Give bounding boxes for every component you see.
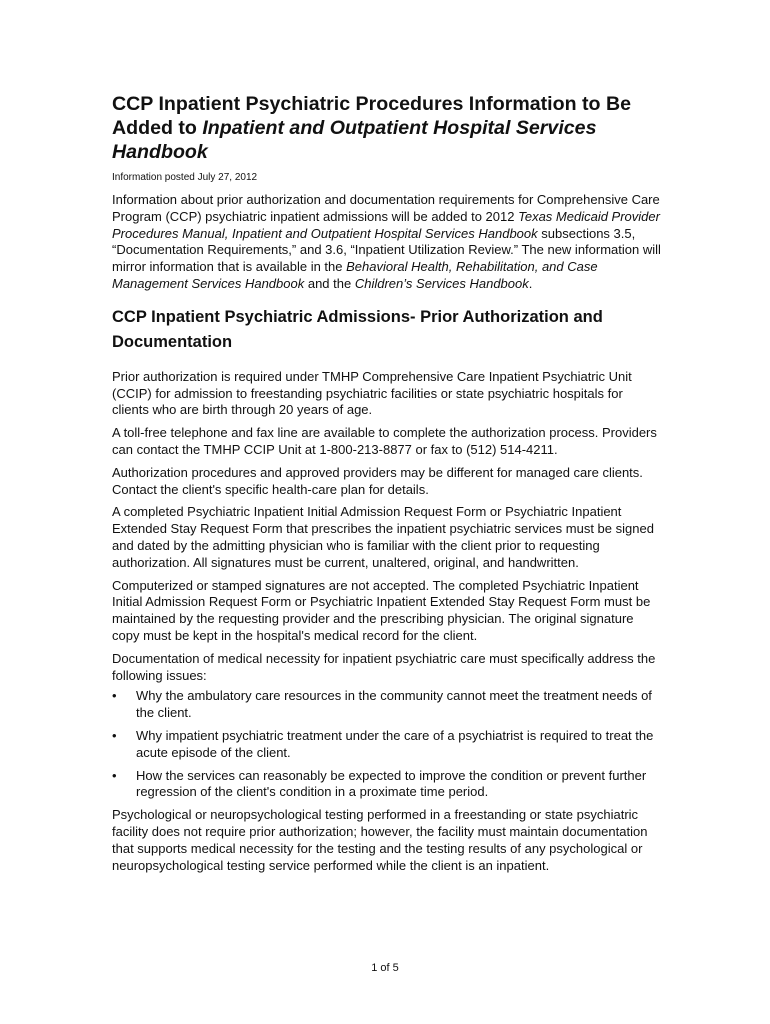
list-item-text: Why the ambulatory care resources in the community cannot meet the treatment needs of the client. <box>136 688 652 721</box>
intro-childrens-handbook: Children’s Services Handbook <box>354 275 529 291</box>
list-item <box>112 768 662 802</box>
title-handbook-name: Inpatient and Outpatient Hospital Services Handbook <box>112 117 597 163</box>
intro-manual-title: Texas Medicaid Provider Procedures Manual, Inpatient and Outpatient Hospital Services Handbook <box>112 208 660 241</box>
intro-text-2: subsections 3.5, “Documentation Requirements,” and 3.6, “Inpatient Utilization Review.” The new information will mirror information that is available in the <box>112 225 661 275</box>
paragraph: A toll-free telephone and fax line are available to complete the authorization process. Providers can contact the TMHP CCIP Unit at 1-800-213-8877 or fax to (512) 514-4211. <box>112 425 657 457</box>
paragraph: A completed Psychiatric Inpatient Initial Admission Request Form or Psychiatric Inpatient Extended Stay Request Form that prescribes the inpatient psychiatric services must be signed and dated by the admitting physician who is familiar with the client prior to requesting authorization. All signatures must be current, unaltered, original, and handwritten. <box>112 504 654 570</box>
closing-paragraph: Psychological or neuropsychological testing performed in a freestanding or state psychiatric facility does not require prior authorization; however, the facility must maintain documentation that supports medical necessity for the testing and the testing results of any psychological or neuropsychological testing service performed while the client is an inpatient. <box>112 807 648 873</box>
document-page <box>112 92 662 874</box>
paragraph: Authorization procedures and approved providers may be different for managed care clients. Contact the client's specific health-care plan for details. <box>112 464 643 497</box>
bullet-icon: • <box>112 688 117 704</box>
bullet-icon: • <box>112 727 117 743</box>
issues-list <box>112 688 662 801</box>
page-number: 1 of 5 <box>371 962 399 974</box>
bullet-icon: • <box>112 767 117 783</box>
document-title <box>112 92 662 164</box>
list-item <box>112 688 662 722</box>
intro-paragraph <box>112 192 662 293</box>
posted-date: Information posted July 27, 2012 <box>112 172 258 183</box>
section-heading: CCP Inpatient Psychiatric Admissions- Prior Authorization and Documentation <box>112 307 603 351</box>
list-item <box>112 728 662 762</box>
paragraph: Prior authorization is required under TMHP Comprehensive Care Inpatient Psychiatric Unit (CCIP) for admission to freestanding psychiatric facilities or state psychiatric hospitals for clients who are birth through 20 years of age. <box>112 368 632 418</box>
intro-text-1: Information about prior authorization and documentation requirements for Comprehensive Care Program (CCP) psychiatric inpatient admissions will be added to 2012 <box>112 192 660 224</box>
paragraph: Documentation of medical necessity for inpatient psychiatric care must specifically address the following issues: <box>112 650 656 683</box>
title-text: CCP Inpatient Psychiatric Procedures Information to Be Added to <box>112 93 631 139</box>
list-item-text: Why impatient psychiatric treatment under the care of a psychiatrist is required to treat the acute episode of the client. <box>136 727 654 760</box>
intro-text-4: . <box>528 275 533 291</box>
paragraph: Computerized or stamped signatures are not accepted. The completed Psychiatric Inpatient Initial Admission Request Form or Psychiatric Inpatient Extended Stay Request Form must be maintained by the requesting provider and the prescribing physician. The original signature copy must be kept in the hospital's medical record for the client. <box>112 577 651 643</box>
intro-text-3: and the <box>304 275 355 291</box>
intro-behavioral-handbook: Behavioral Health, Rehabilitation, and Case Management Services Handbook <box>112 259 598 291</box>
list-item-text: How the services can reasonably be expected to improve the condition or prevent further regression of the client's condition in a proximate time period. <box>136 767 647 800</box>
